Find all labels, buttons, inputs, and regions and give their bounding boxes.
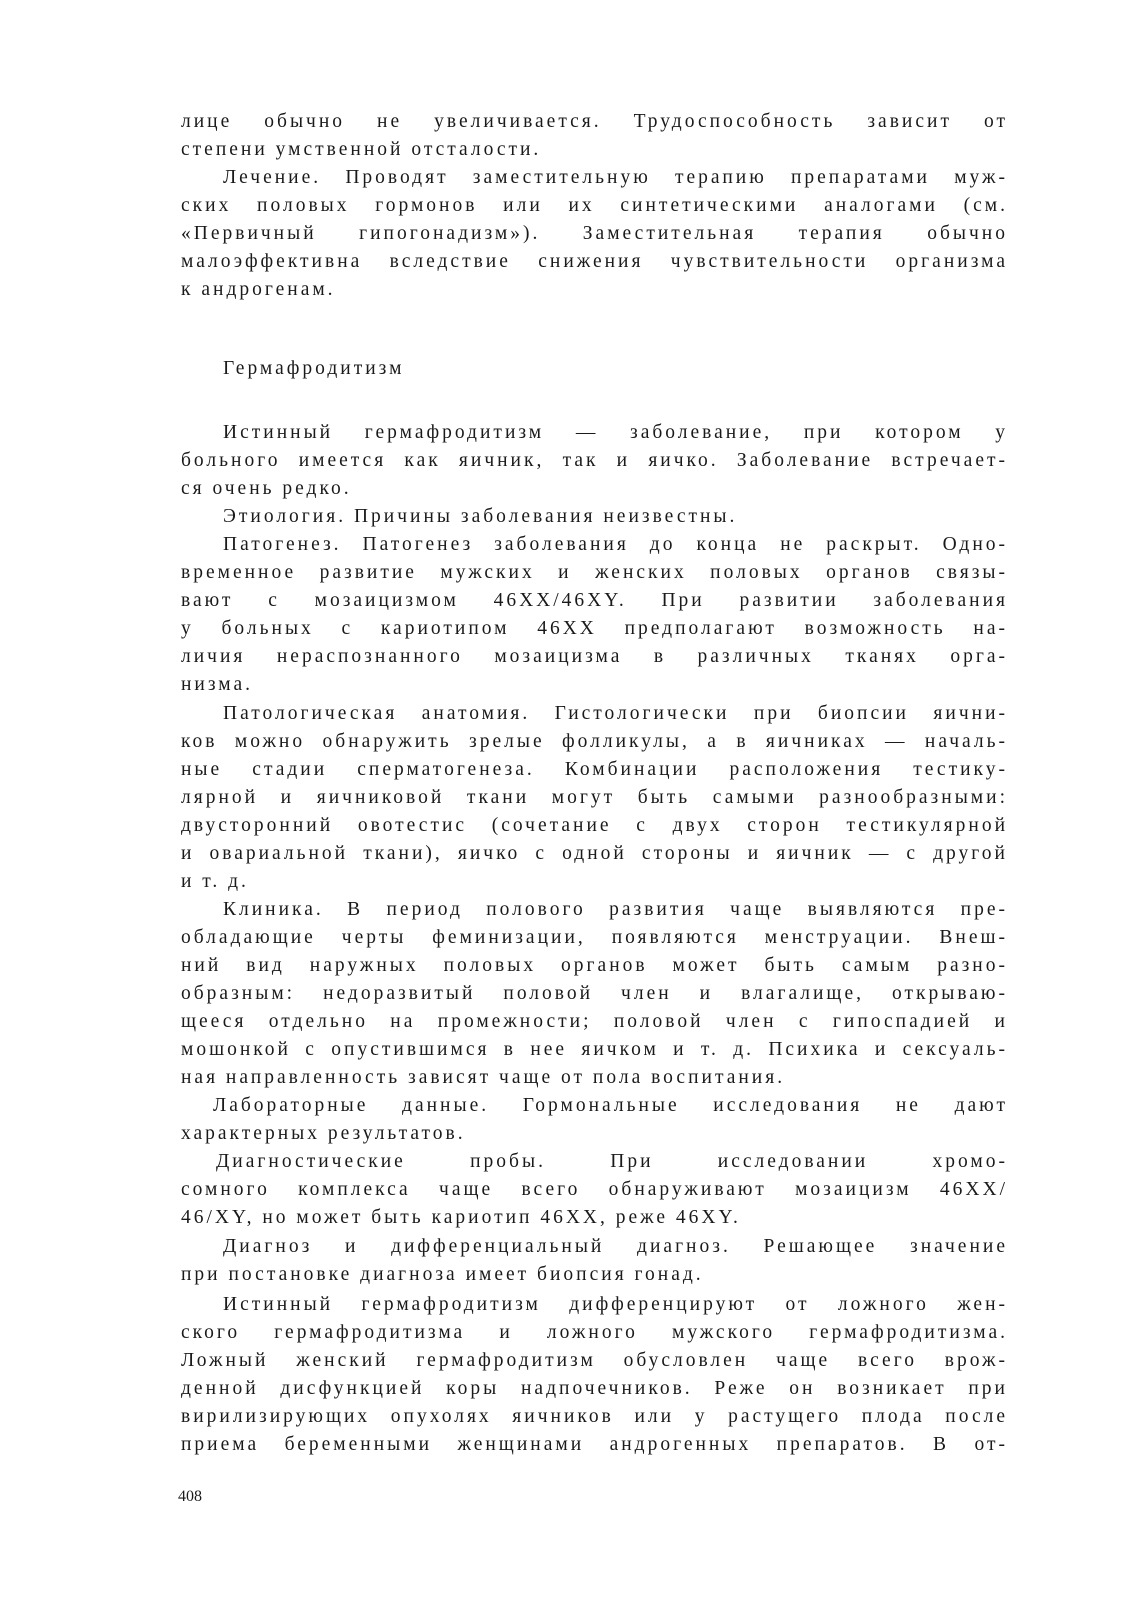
text-line: вирилизирующих опухолях яичников или у растущего плода после [181,1406,1008,1427]
text-line: Патологическая анатомия. Гистологически при биопсии яични- [223,703,1008,724]
text-line: лице обычно не увеличивается. Трудоспособность зависит от [181,111,1008,132]
text-line: и овариальной ткани), яичко с одной стороны и яичник — с другой [181,843,1008,864]
text-line: ского гермафродитизма и ложного мужского гермафродитизма. [181,1322,1008,1343]
text-line: Истинный гермафродитизм дифференцируют от ложного жен- [223,1294,1008,1315]
text-line: при постановке диагноза имеет биопсия гонад. [181,1264,704,1285]
text-line: 46/XY, но может быть кариотип 46XX, реже 46XY. [181,1207,741,1228]
text-line: у больных с кариотипом 46XX предполагают возможность на- [181,618,1008,639]
text-line: ная направленность зависят чаще от пола воспитания. [181,1067,786,1088]
text-line: малоэффективна вследствие снижения чувствительности организма [181,251,1008,272]
text-line: Этиология. Причины заболевания неизвестны. [223,506,738,527]
text-line: степени умственной отсталости. [181,139,542,160]
text-line: «Первичный гипогонадизм»). Заместительная терапия обычно [181,223,1008,244]
text-line: Лабораторные данные. Гормональные исследования не дают [213,1095,1008,1116]
text-line: ков можно обнаружить зрелые фолликулы, а в яичниках — началь- [181,731,1008,752]
text-line: ний вид наружных половых органов может быть самым разно- [181,955,1008,976]
text-line: ся очень редко. [181,478,352,499]
text-line: к андрогенам. [181,279,336,300]
text-line: вают с мозаицизмом 46XX/46XY. При развитии заболевания [181,590,1008,611]
text-line: и т. д. [181,871,249,892]
text-line: характерных результатов. [181,1123,466,1144]
text-line: Истинный гермафродитизм — заболевание, при котором у [223,422,1008,443]
text-line: временное развитие мужских и женских половых органов связы- [181,562,1008,583]
text-line: больного имеется как яичник, так и яичко. Заболевание встречает- [181,450,1008,471]
text-line: лярной и яичниковой ткани могут быть самыми разнообразными: [181,787,1008,808]
text-line: денной дисфункцией коры надпочечников. Реже он возникает при [181,1378,1008,1399]
text-line: низма. [181,674,254,695]
text-line: сомного комплекса чаще всего обнаруживают мозаицизм 46XX/ [181,1179,1008,1200]
text-line: ских половых гормонов или их синтетическими аналогами (см. [181,195,1008,216]
text-line: мошонкой с опустившимся в нее яичком и т. д. Психика и сексуаль- [181,1039,1008,1060]
text-line: Ложный женский гермафродитизм обусловлен чаще всего врож- [181,1350,1008,1371]
page-number: 408 [178,1488,202,1505]
text-line: ные стадии сперматогенеза. Комбинации расположения тестику- [181,759,1008,780]
text-line: Патогенез. Патогенез заболевания до конца не раскрыт. Одно- [223,534,1008,555]
text-line: личия нераспознанного мозаицизма в различных тканях орга- [181,646,1008,667]
text-line: Диагностические пробы. При исследовании хромо- [216,1151,1008,1172]
text-line: двусторонний овотестис (сочетание с двух сторон тестикулярной [181,815,1008,836]
text-line: Диагноз и дифференциальный диагноз. Решающее значение [223,1236,1008,1257]
text-line: щееся отдельно на промежности; половой член с гипоспадией и [181,1011,1008,1032]
text-line: Лечение. Проводят заместительную терапию препаратами муж- [223,167,1008,188]
section-heading: Гермафродитизм [223,358,405,379]
text-line: приема беременными женщинами андрогенных препаратов. В от- [181,1434,1008,1455]
text-line: Клиника. В период полового развития чаще выявляются пре- [223,899,1008,920]
text-line: обладающие черты феминизации, появляются менструации. Внеш- [181,927,1008,948]
text-line: образным: недоразвитый половой член и влагалище, открываю- [181,983,1008,1004]
